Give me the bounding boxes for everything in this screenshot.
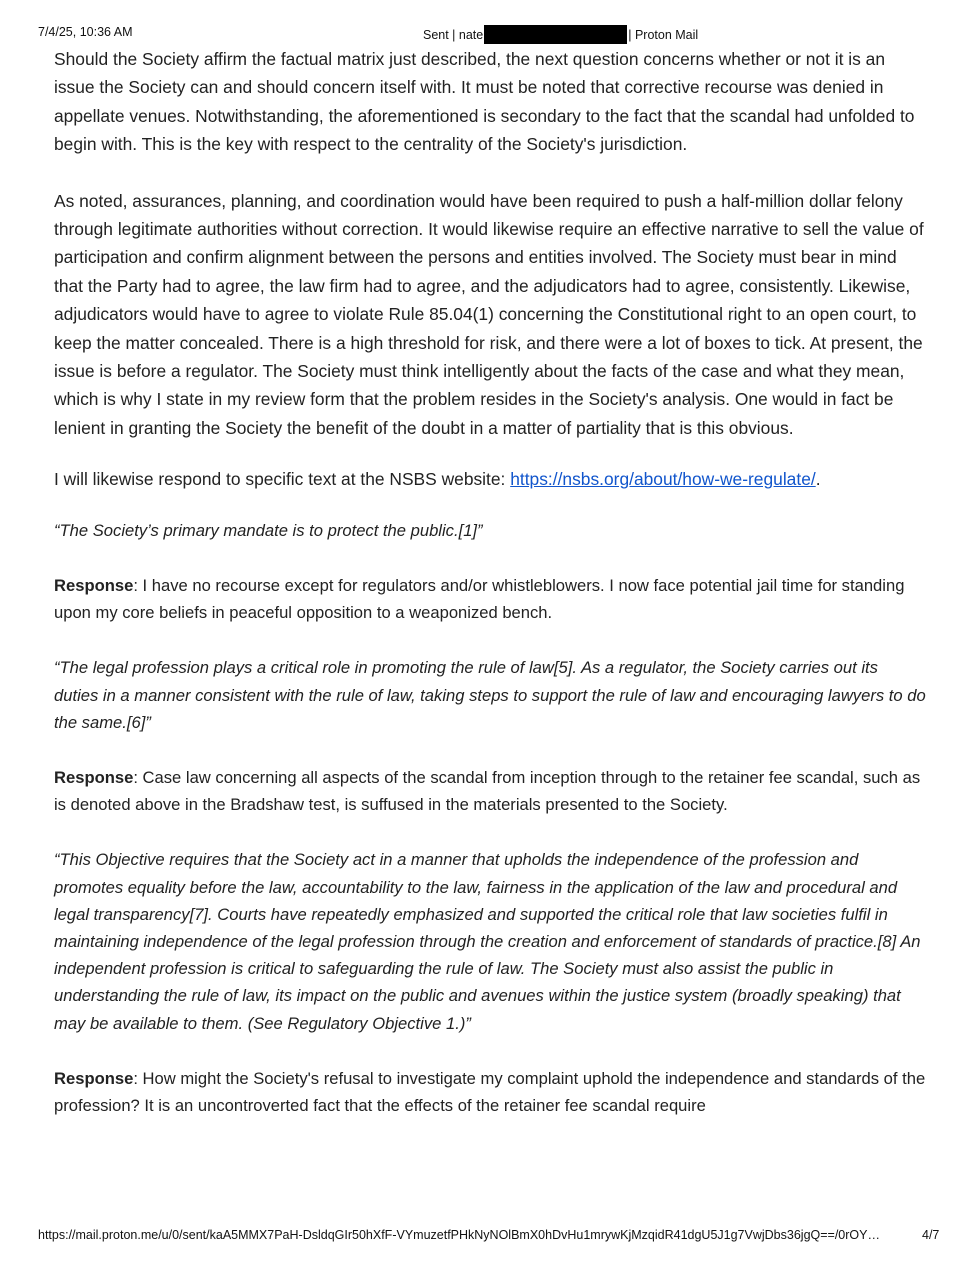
email-body	[54, 45, 926, 1119]
response-label: Response	[54, 575, 134, 595]
response-2-text: Case law concerning all aspects of the scandal from inception through to the retainer fee scandal, such as is denoted above in the Bradshaw test, is suffused in the materials presented to the Society.	[54, 767, 921, 815]
quote-objective: “This Objective requires that the Society act in a manner that upholds the independence of the profession and promotes equality before the law, accountability to the law, fairness in the application of the law and procedural and legal transparency[7]. Courts have repeatedly emphasized and supported the critical role that law societies fulfil in maintaining independence of the legal profession through the creation and enforcement of standards of practice.[8] An independent profession is critical to safeguarding the rule of law. The Society must also assist the public in understanding the rule of law, its impact on the public and avenues within the justice system (broadly speaking) that may be available to them. (See Regulatory Objective 1.)”	[54, 850, 921, 1033]
print-url: https://mail.proton.me/u/0/sent/kaA5MMX7PaH-DsldqGIr50hXfF-VYmuzetfPHkNyNOlBmX0hDvHu1mrywKjMzqidR41dgU5J1g7VwjDbs36jgQ==/0rOY…	[38, 1228, 880, 1242]
print-datetime: 7/4/25, 10:36 AM	[38, 25, 133, 39]
quote-rule-of-law: “The legal profession plays a critical role in promoting the rule of law[5]. As a regulator, the Society carries out its duties in a manner consistent with the rule of law, taking steps to support the rule of law and encouraging lawyers to do the same.[6]”	[54, 658, 926, 732]
response-label: Response	[54, 1068, 134, 1088]
response-1: Response: I have no recourse except for regulators and/or whistleblowers. I now face potential jail time for standing upon my core beliefs in peaceful opposition to a weaponized bench.	[54, 575, 905, 623]
title-suffix: | Proton Mail	[628, 27, 699, 42]
nsbs-intro-text: I will likewise respond to specific text at the NSBS website:	[54, 469, 511, 490]
quote-primary-mandate: “The Society’s primary mandate is to protect the public.[1]”	[54, 520, 483, 540]
paragraph-factual-matrix: Should the Society affirm the factual matrix just described, the next question concerns whether or not it is an issue the Society can and should concern itself with. It must be noted that corrective recourse was denied in appellate venues. Notwithstanding, the aforementioned is secondary to the fact that the scandal had unfolded to begin with. This is the key with respect to the centrality of the Society's jurisdiction.	[54, 49, 915, 155]
response-label: Response	[54, 767, 134, 787]
response-3-text: How might the Society's refusal to investigate my complaint uphold the independence and standards of the profession? It is an uncontroverted fact that the effects of the retainer fee scandal require	[54, 1068, 926, 1115]
print-title	[423, 25, 698, 44]
paragraph-nsbs-website	[54, 465, 926, 493]
paragraph-coordination: As noted, assurances, planning, and coordination would have been required to push a half-million dollar felony through legitimate authorities without correction. It would likewise require an effective narrative to sell the value of participation and confirm alignment between the persons and entities involved. The Society must bear in mind that the Party had to agree, the law firm had to agree, and the adjudicators had to agree, consistently. Likewise, adjudicators would have to agree to violate Rule 85.04(1) concerning the Constitutional right to an open court, to keep the matter concealed. There is a high threshold for risk, and there were a lot of boxes to tick. At present, the issue is before a regulator. The Society must think intelligently about the facts of the case and what they mean, which is why I state in my review form that the problem resides in the Society's analysis. One would in fact be lenient in granting the Society the benefit of the doubt in a matter of partiality that is this obvious.	[54, 190, 924, 438]
page-number: 4/7	[922, 1228, 940, 1242]
redaction-bar	[484, 25, 627, 44]
nsbs-link[interactable]: https://nsbs.org/about/how-we-regulate/	[510, 469, 816, 490]
response-3: Response: How might the Society's refusal to investigate my complaint uphold the independence and standards of the profession? It is an uncontroverted fact that the effects of the retainer fee scandal require	[54, 1068, 926, 1115]
response-2: Response: Case law concerning all aspects of the scandal from inception through to the retainer fee scandal, such as is denoted above in the Bradshaw test, is suffused in the materials presented to the Society.	[54, 767, 921, 815]
nsbs-end: .	[815, 469, 821, 490]
response-1-text: I have no recourse except for regulators and/or whistleblowers. I now face potential jail time for standing upon my core beliefs in peaceful opposition to a weaponized bench.	[54, 575, 905, 623]
title-prefix: Sent | nate	[423, 27, 484, 42]
